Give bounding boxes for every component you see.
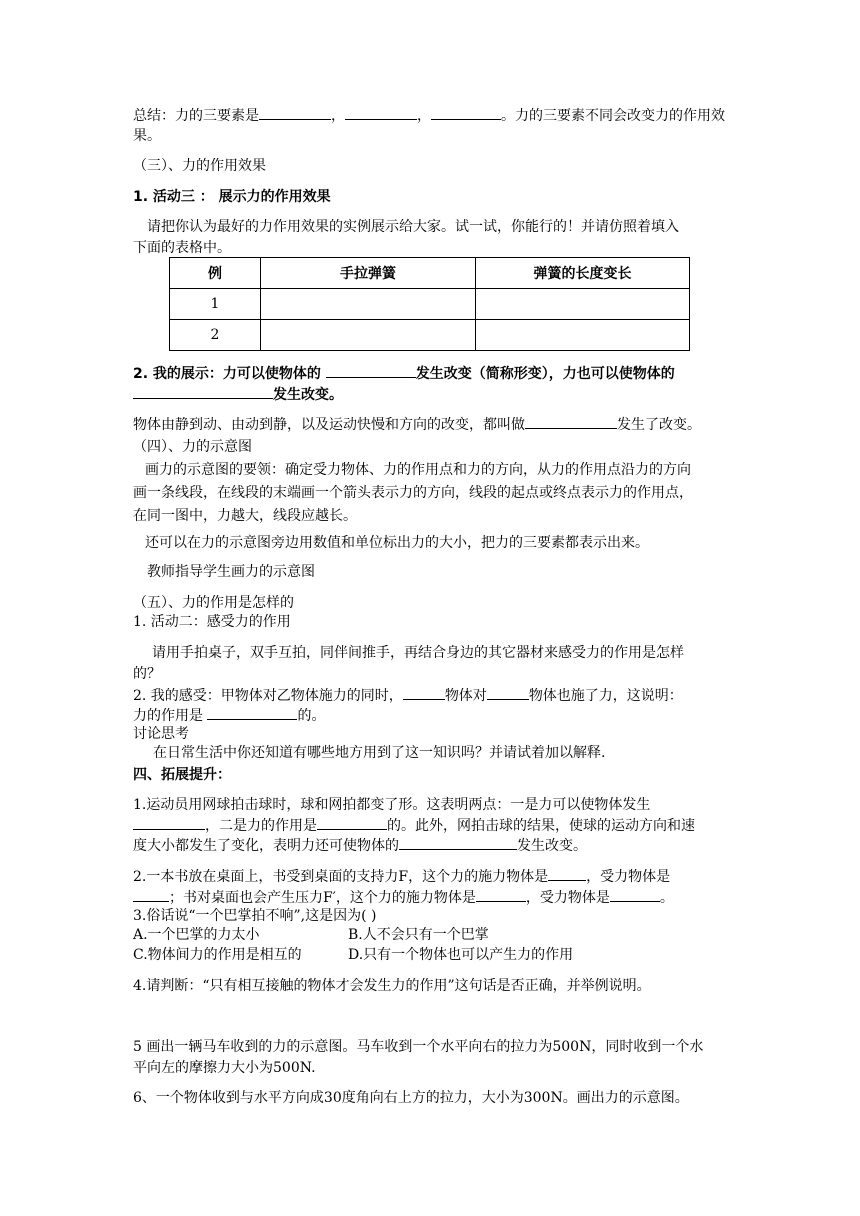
q3-option-b[interactable]: B.人不会只有一个巴掌 bbox=[348, 927, 489, 943]
q3-question: 3.俗话说“一个巴掌拍不响”,这是因为( ) bbox=[133, 908, 377, 924]
feel-line-2 bbox=[133, 705, 733, 726]
blank-q1-3 bbox=[399, 835, 517, 850]
q3-option-a[interactable]: A.一个巴掌的力太小 bbox=[133, 927, 260, 943]
section4-p3: 教师指导学生画力的示意图 bbox=[147, 564, 315, 580]
section3-intro-line-2: 下面的表格中。 bbox=[133, 240, 231, 256]
blank-motion-state bbox=[133, 384, 273, 399]
my-show-text: 发生改变（简称形变），力也可以使物体的 bbox=[415, 366, 675, 382]
motion-text: 物体由静到动、由动到静，以及运动快慢和方向的改变，都叫做 bbox=[133, 417, 525, 433]
blank-mutual bbox=[207, 705, 297, 720]
blank-q2-4 bbox=[610, 887, 660, 902]
q2-text: 2.一本书放在桌面上，书受到桌面的支持力F，这个力的施力物体是 bbox=[133, 869, 549, 885]
summary-sep: ， bbox=[331, 108, 345, 124]
section4-p2: 还可以在力的示意图旁边用数值和单位标出力的大小，把力的三要素都表示出来。 bbox=[145, 535, 649, 551]
table-row bbox=[170, 289, 690, 320]
section5-p-line-2: 的？ bbox=[133, 666, 161, 682]
feel-text: 2. 我的感受：甲物体对乙物体施力的同时， bbox=[133, 688, 403, 704]
summary-prefix: 总结：力的三要素是 bbox=[133, 108, 259, 124]
q1-text: ，二是力的作用是 bbox=[205, 818, 317, 834]
table-row bbox=[170, 320, 690, 351]
section5-p-line-1: 请用手拍桌子，双手互拍，同伴间推手，再结合身边的其它器材来感受力的作用是怎样 bbox=[152, 645, 684, 661]
my-show-text: 2. 我的展示：力可以使物体的 bbox=[133, 366, 326, 382]
section3-intro-line-1: 请把你认为最好的力作用效果的实例展示给大家。试一试，你能行的！并请仿照着填入 bbox=[147, 219, 679, 235]
effect-table bbox=[169, 257, 690, 351]
q3-options-row-1 bbox=[133, 925, 733, 945]
summary-line-2: 果。 bbox=[133, 128, 161, 144]
blank-q2-2 bbox=[133, 887, 169, 902]
section4-p1-line-1: 画力的示意图的要领：确定受力物体、力的作用点和力的方向，从力的作用点沿力的方向 bbox=[145, 462, 691, 478]
feel-text: 力的作用是 bbox=[133, 708, 208, 724]
table-cell: 1 bbox=[170, 289, 261, 320]
motion-text: 发生了改变。 bbox=[617, 417, 701, 433]
section4-p1-line-3: 在同一图中，力越大，线段应越长。 bbox=[133, 508, 357, 524]
blank-q2-1 bbox=[548, 866, 586, 881]
table-header-row bbox=[170, 258, 690, 289]
q2-line-1 bbox=[133, 866, 733, 887]
blank-q1-2 bbox=[317, 815, 387, 830]
activity3-title: 1. 活动三 ： 展示力的作用效果 bbox=[133, 189, 331, 205]
q3-options-row-2 bbox=[133, 945, 733, 965]
q1-text: 度大小都发生了变化，表明力还可使物体的 bbox=[133, 838, 399, 854]
my-show-line-1 bbox=[133, 363, 733, 384]
q1-line-2 bbox=[133, 815, 733, 836]
blank-feel-2 bbox=[487, 685, 529, 700]
blank-deformation bbox=[326, 363, 416, 378]
q1-line-1: 1.运动员用网球拍击球时，球和网拍都变了形。这表明两点：一是力可以使物体发生 bbox=[133, 797, 651, 813]
blank-2 bbox=[345, 105, 417, 120]
feel-line-1 bbox=[133, 685, 733, 706]
q3-option-c[interactable]: C.物体间力的作用是相互的 bbox=[133, 947, 302, 963]
q3-option-d[interactable]: D.只有一个物体也可以产生力的作用 bbox=[348, 947, 574, 963]
summary-line-1 bbox=[133, 105, 733, 126]
q1-text: 发生改变。 bbox=[517, 838, 587, 854]
summary-mid: 。力的三要素不同会改变力的作用效 bbox=[501, 108, 725, 124]
feel-text: 物体也施了力，这说明： bbox=[528, 688, 683, 704]
blank-q2-3 bbox=[476, 887, 526, 902]
q2-text: ，受力物体是 bbox=[525, 890, 610, 906]
blank-3 bbox=[431, 105, 501, 120]
table-header-cell: 弹簧的长度变长 bbox=[476, 258, 690, 289]
q2-text: ；书对桌面也会产生压力F′，这个力的施力物体是 bbox=[169, 890, 476, 906]
q2-line-2 bbox=[133, 887, 733, 908]
blank-feel-1 bbox=[403, 685, 445, 700]
section4-p1-line-2: 画一条线段，在线段的末端画一个箭头表示力的方向，线段的起点或终点表示力的作用点， bbox=[133, 485, 693, 501]
q5-line-2: 平向左的摩擦力大小为500N. bbox=[133, 1060, 316, 1076]
q4-question: 4.请判断：“只有相互接触的物体才会发生力的作用”这句话是否正确，并举例说明。 bbox=[133, 978, 651, 994]
blank-motion bbox=[525, 414, 617, 429]
q2-text: ，受力物体是 bbox=[586, 869, 671, 885]
table-cell[interactable] bbox=[261, 320, 476, 351]
feel-text: 物体对 bbox=[444, 688, 487, 704]
feel-text: 的。 bbox=[297, 708, 326, 724]
activity2-title: 1. 活动二：感受力的作用 bbox=[133, 614, 291, 630]
discuss-question: 在日常生活中你还知道有哪些地方用到了这一知识吗？并请试着加以解释. bbox=[153, 745, 606, 761]
my-show-text: 发生改变。 bbox=[273, 387, 343, 403]
section4-heading: （四）、力的示意图 bbox=[133, 439, 252, 455]
blank-1 bbox=[259, 105, 331, 120]
section3-heading: （三）、力的作用效果 bbox=[133, 158, 266, 174]
q1-text: 的。此外，网拍击球的结果，使球的运动方向和速 bbox=[387, 818, 695, 834]
my-show-line-2 bbox=[133, 384, 733, 405]
q5-line-1: 5 画出一辆马车收到的力的示意图。马车收到一个水平向右的拉力为500N，同时收到一个水 bbox=[133, 1039, 704, 1055]
table-header-cell: 手拉弹簧 bbox=[261, 258, 476, 289]
q2-text: 。 bbox=[659, 890, 674, 906]
motion-line bbox=[133, 414, 733, 435]
table-cell: 2 bbox=[170, 320, 261, 351]
blank-q1-1 bbox=[133, 815, 205, 830]
q6-question: 6、一个物体收到与水平方向成30度角向右上方的拉力，大小为300N。画出力的示意图。 bbox=[133, 1090, 689, 1106]
table-cell[interactable] bbox=[261, 289, 476, 320]
section5-heading: （五）、力的作用是怎样的 bbox=[133, 595, 294, 611]
table-cell[interactable] bbox=[476, 320, 690, 351]
discuss-heading: 讨论思考 bbox=[133, 726, 189, 742]
summary-sep: ， bbox=[417, 108, 431, 124]
extension-heading: 四、拓展提升： bbox=[133, 767, 231, 783]
table-header-cell: 例 bbox=[170, 258, 261, 289]
table-cell[interactable] bbox=[476, 289, 690, 320]
q1-line-3 bbox=[133, 835, 733, 856]
